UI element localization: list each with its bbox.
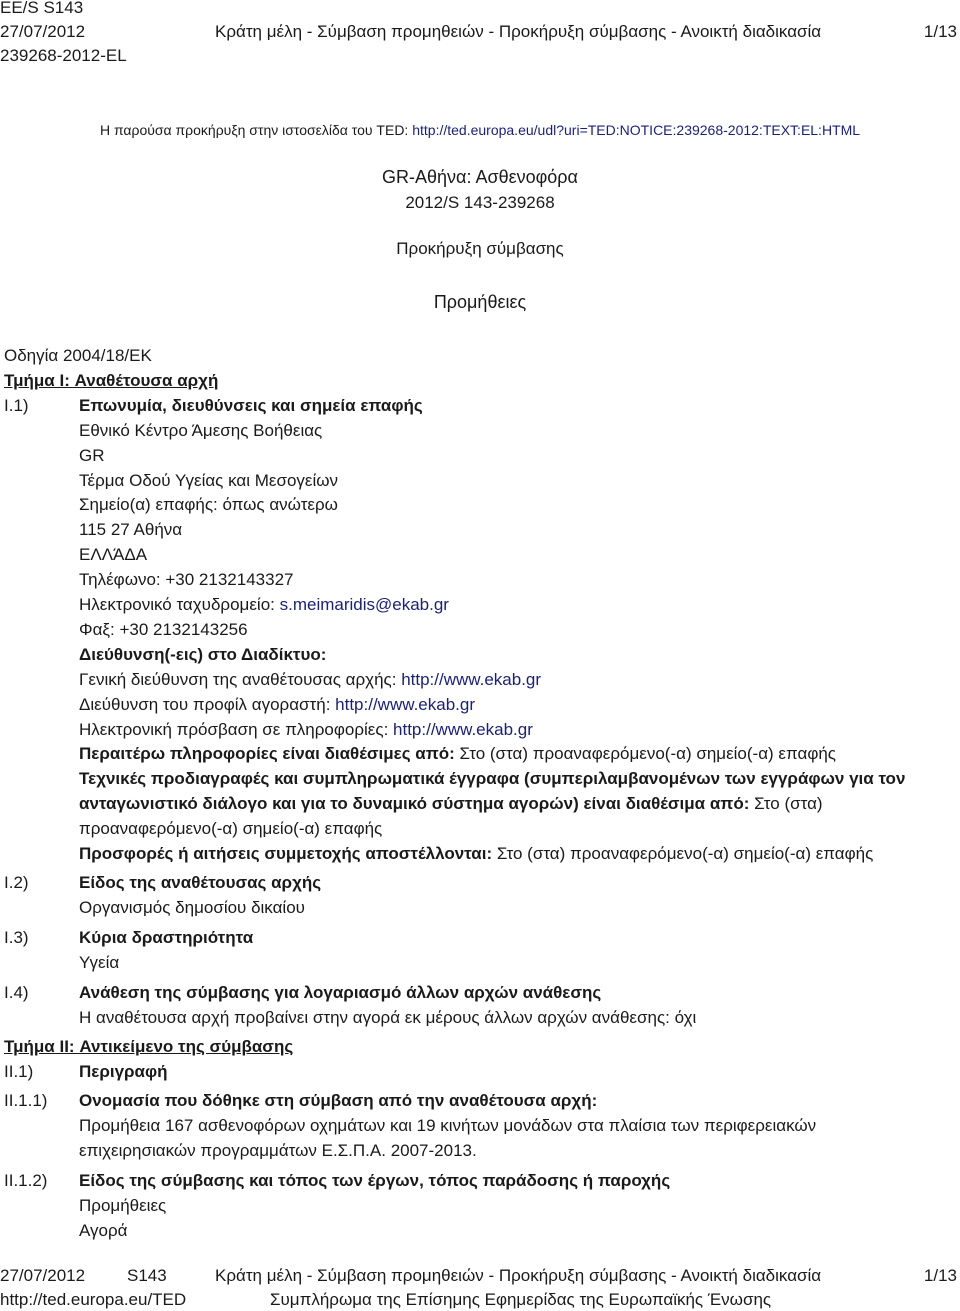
authority-name: Εθνικό Κέντρο Άμεσης Βοήθειας <box>79 421 323 440</box>
header-page: 1/13 <box>923 22 957 41</box>
notice-category: Προμήθειες <box>433 292 527 312</box>
section-1-4-number: I.4) <box>4 983 29 1002</box>
internet-addresses-label: Διεύθυνση(-εις) στο Διαδίκτυο: <box>79 645 327 664</box>
notice-heading: GR-Αθήνα: Ασθενοφόρα <box>382 167 578 187</box>
section-1-3-value: Υγεία <box>79 953 120 972</box>
phone: Τηλέφωνο: +30 2132143327 <box>79 570 294 589</box>
section-1-2-label: Είδος της αναθέτουσας αρχής <box>79 873 322 892</box>
section-2-1-2-label: Είδος της σύμβασης και τόπος των έργων, τόπος παράδοσης ή παροχής <box>79 1171 671 1190</box>
contract-type: Προμήθειες <box>79 1196 167 1215</box>
section-2-1-1-label: Ονομασία που δόθηκε στη σύμβαση από την αναθέτουσα αρχή: <box>79 1091 598 1110</box>
buyer-profile-line <box>79 695 475 715</box>
specs-paragraph <box>79 766 919 841</box>
header-title: Κράτη μέλη - Σύμβαση προμηθειών - Προκήρυξη σύμβασης - Ανοικτή διαδικασία <box>215 22 822 41</box>
section-1-1-number: I.1) <box>4 396 29 415</box>
footer-publication: Συμπλήρωμα της Επίσημης Εφημερίδας της Ευρωπαϊκής Ένωσης <box>270 1290 772 1309</box>
buyer-profile-label: Διεύθυνση του προφίλ αγοραστή: <box>79 695 336 714</box>
further-info-value: Στο (στα) προαναφερόμενο(-α) σημείο(-α) επαφής <box>454 744 836 763</box>
footer-site-link[interactable]: http://ted.europa.eu/TED <box>0 1290 187 1309</box>
postal-code-city: 115 27 Αθήνα <box>79 520 183 539</box>
section-1-3-number: I.3) <box>4 928 29 947</box>
footer-date: 27/07/2012 <box>0 1266 86 1285</box>
intro-text: Η παρούσα προκήρυξη στην ιστοσελίδα του TED: <box>99 122 413 138</box>
section-2-1-number: II.1) <box>4 1062 34 1081</box>
notice-type: Προκήρυξη σύμβασης <box>396 239 564 258</box>
intro-line <box>0 122 960 138</box>
electronic-access-line <box>79 720 533 740</box>
section-1-2-number: I.2) <box>4 873 29 892</box>
section-2-1-2-number: II.1.2) <box>4 1171 48 1190</box>
country-code: GR <box>79 446 105 465</box>
ted-notice-link[interactable]: http://ted.europa.eu/udl?uri=TED:NOTICE:239268-2012:TEXT:EL:HTML <box>412 122 861 138</box>
tenders-label: Προσφορές ή αιτήσεις συμμετοχής αποστέλλονται: <box>79 844 493 863</box>
email-link[interactable]: s.meimaridis@ekab.gr <box>279 595 449 614</box>
specs-label: Τεχνικές προδιαγραφές και συμπληρωματικά έγγραφα (συμπεριλαμβανομένων των εγγράφων για τον ανταγωνιστικό διάλογο και για το δυναμικό σύστημα αγορών) είναι διαθέσιμα από: <box>79 769 906 813</box>
general-address-label: Γενική διεύθυνση της αναθέτουσας αρχής: <box>79 670 402 689</box>
buyer-profile-link[interactable]: http://www.ekab.gr <box>335 695 475 714</box>
notice-id: 239268-2012-EL <box>0 46 127 65</box>
section-2-title: Τμήμα II: Αντικείμενο της σύμβασης <box>4 1037 294 1056</box>
notice-ref: 2012/S 143-239268 <box>405 193 555 212</box>
header-date: 27/07/2012 <box>0 22 86 41</box>
doc-code: EE/S S143 <box>0 0 84 17</box>
email-line <box>79 595 449 615</box>
section-2-1-1-number: II.1.1) <box>4 1091 48 1110</box>
general-address-line <box>79 670 541 690</box>
further-info-label: Περαιτέρω πληροφορίες είναι διαθέσιμες από: <box>79 744 455 763</box>
general-address-link[interactable]: http://www.ekab.gr <box>401 670 542 689</box>
contact-point: Σημείο(α) επαφής: όπως ανώτερω <box>79 495 338 514</box>
footer-code: S143 <box>127 1266 167 1285</box>
fax: Φαξ: +30 2132143256 <box>79 620 248 639</box>
tenders-value: Στο (στα) προαναφερόμενο(-α) σημείο(-α) επαφής <box>492 844 874 863</box>
section-1-2-value: Οργανισμός δημοσίου δικαίου <box>79 898 305 917</box>
section-1-3-label: Κύρια δραστηριότητα <box>79 928 254 947</box>
section-2-1-label: Περιγραφή <box>79 1062 168 1081</box>
electronic-access-link[interactable]: http://www.ekab.gr <box>393 720 533 739</box>
section-1-4-label: Ανάθεση της σύμβασης για λογαριασμό άλλων αρχών ανάθεσης <box>79 983 602 1002</box>
contract-title: Προμήθεια 167 ασθενοφόρων οχημάτων και 19 κινήτων μονάδων στα πλαίσια των περιφερειακών επιχειρησιακών προγραμμάτων Ε.Σ.Π.Α. 2007-2013. <box>79 1116 817 1160</box>
footer-title: Κράτη μέλη - Σύμβαση προμηθειών - Προκήρυξη σύμβασης - Ανοικτή διαδικασία <box>215 1266 822 1285</box>
country: ΕΛΛΆΔΑ <box>79 545 148 564</box>
further-info-line <box>79 744 836 764</box>
section-1-title: Τμήμα I: Αναθέτουσα αρχή <box>4 371 219 390</box>
street-address: Τέρμα Οδού Υγείας και Μεσογείων <box>79 471 339 490</box>
electronic-access-label: Ηλεκτρονική πρόσβαση σε πληροφορίες: <box>79 720 394 739</box>
tenders-line <box>79 844 873 864</box>
directive: Οδηγία 2004/18/ΕΚ <box>4 346 152 365</box>
contract-subtype: Αγορά <box>79 1221 128 1240</box>
specs-value: Στο (στα) προαναφερόμενο(-α) σημείο(-α) επαφής <box>79 794 823 838</box>
email-label: Ηλεκτρονικό ταχυδρομείο: <box>79 595 280 614</box>
section-1-4-value: Η αναθέτουσα αρχή προβαίνει στην αγορά εκ μέρους άλλων αρχών ανάθεσης: όχι <box>79 1008 697 1027</box>
footer-page: 1/13 <box>923 1266 957 1285</box>
section-1-1-label: Επωνυμία, διευθύνσεις και σημεία επαφής <box>79 396 423 415</box>
